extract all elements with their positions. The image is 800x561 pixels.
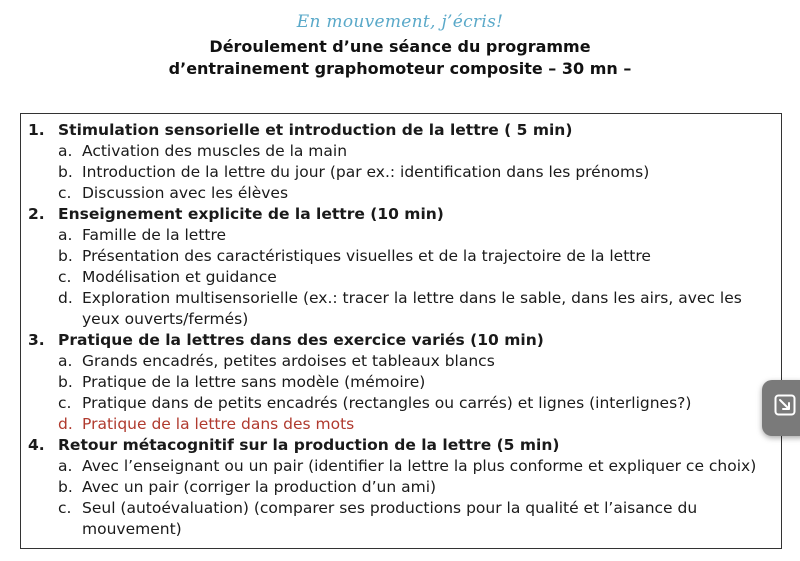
item-letter: d. <box>58 289 73 307</box>
section-title-text: Pratique de la lettres dans des exercice variés (10 min) <box>58 331 544 349</box>
list-item <box>28 183 777 204</box>
list-item <box>28 498 777 540</box>
section-title-text: Enseignement explicite de la lettre (10 min) <box>58 205 444 223</box>
section-title <box>28 120 777 141</box>
item-text: Activation des muscles de la main <box>82 142 348 160</box>
list-item-highlighted <box>28 414 777 435</box>
item-text: Discussion avec les élèves <box>82 184 289 202</box>
section-title <box>28 330 777 351</box>
subtitle-line-2: d’entrainement graphomoteur composite – 30 mn – <box>168 59 632 78</box>
section-number: 2. <box>28 205 45 223</box>
item-text: Avec l’enseignant ou un pair (identifier la lettre la plus conforme et expliquer ce choix) <box>82 457 757 475</box>
subtitle-line-1: Déroulement d’une séance du programme <box>209 37 591 56</box>
list-item <box>28 162 777 183</box>
list-item <box>28 246 777 267</box>
brand-title: En mouvement, j’écris! <box>296 12 504 32</box>
item-text: Avec un pair (corriger la production d’un ami) <box>82 478 437 496</box>
section-title-text: Retour métacognitif sur la production de la lettre (5 min) <box>58 436 560 454</box>
list-item <box>28 267 777 288</box>
section-number: 1. <box>28 121 45 139</box>
list-item <box>28 456 777 477</box>
list-item <box>28 351 777 372</box>
item-text: Grands encadrés, petites ardoises et tableaux blancs <box>82 352 495 370</box>
item-text: Pratique de la lettre sans modèle (mémoire) <box>82 373 426 391</box>
item-text: Modélisation et guidance <box>82 268 277 286</box>
section-title <box>28 204 777 225</box>
outline-box <box>20 113 782 549</box>
item-letter: a. <box>58 457 73 475</box>
section-3 <box>28 330 777 435</box>
collapse-button[interactable] <box>762 380 800 436</box>
list-item <box>28 225 777 246</box>
item-letter: a. <box>58 352 73 370</box>
item-letter: b. <box>58 247 73 265</box>
section-number: 3. <box>28 331 45 349</box>
item-letter: d. <box>58 415 73 433</box>
item-text: Pratique de la lettre dans des mots <box>82 415 355 433</box>
slide-header <box>0 12 800 80</box>
item-letter: a. <box>58 226 73 244</box>
item-letter: c. <box>58 499 72 517</box>
collapse-icon <box>774 394 796 416</box>
list-item <box>28 288 777 330</box>
item-text: Famille de la lettre <box>82 226 227 244</box>
section-4 <box>28 435 777 540</box>
section-2 <box>28 204 777 330</box>
list-item <box>28 141 777 162</box>
section-number: 4. <box>28 436 45 454</box>
section-title-text: Stimulation sensorielle et introduction de la lettre ( 5 min) <box>58 121 573 139</box>
item-text: Pratique dans de petits encadrés (rectangles ou carrés) et lignes (interlignes?) <box>82 394 692 412</box>
item-text: Seul (autoévaluation) (comparer ses productions pour la qualité et l’aisance du mouvement) <box>82 499 698 538</box>
list-item <box>28 393 777 414</box>
section-title <box>28 435 777 456</box>
section-1 <box>28 120 777 204</box>
item-letter: c. <box>58 268 72 286</box>
item-text: Exploration multisensorielle (ex.: tracer la lettre dans le sable, dans les airs, avec les yeux ouverts/fermés) <box>82 289 742 328</box>
item-letter: b. <box>58 373 73 391</box>
item-letter: b. <box>58 163 73 181</box>
list-item <box>28 372 777 393</box>
list-item <box>28 477 777 498</box>
item-letter: a. <box>58 142 73 160</box>
item-text: Présentation des caractéristiques visuelles et de la trajectoire de la lettre <box>82 247 651 265</box>
item-letter: c. <box>58 184 72 202</box>
item-letter: c. <box>58 394 72 412</box>
item-letter: b. <box>58 478 73 496</box>
item-text: Introduction de la lettre du jour (par ex.: identification dans les prénoms) <box>82 163 650 181</box>
